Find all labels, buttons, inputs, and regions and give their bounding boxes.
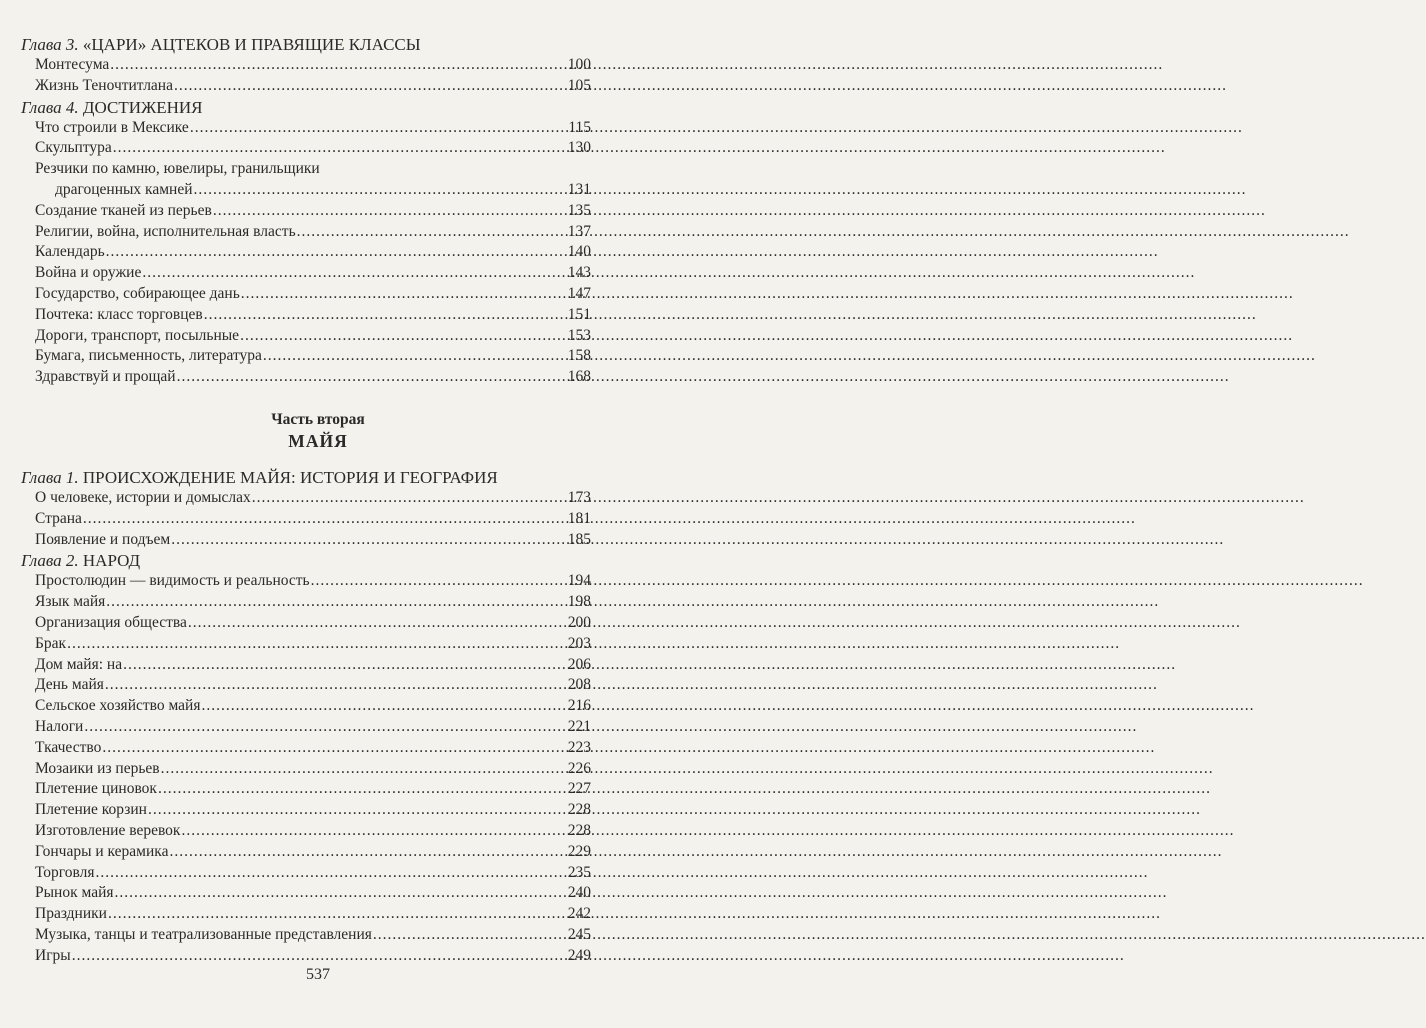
entry-title: Появление и подъем bbox=[35, 530, 171, 548]
dot-leader bbox=[113, 138, 567, 159]
entry-title: Что строили в Мексике bbox=[35, 118, 189, 136]
chapter-label: Глава 4. bbox=[21, 97, 79, 117]
toc-entry bbox=[35, 904, 591, 925]
entry-page-number: 208 bbox=[567, 676, 591, 694]
dot-leader bbox=[123, 655, 567, 676]
entry-title: Дороги, транспорт, посыльные bbox=[35, 326, 240, 344]
dot-leader bbox=[83, 509, 567, 530]
chapter-heading bbox=[21, 97, 591, 118]
toc-entry bbox=[35, 696, 591, 717]
toc-entry bbox=[55, 180, 591, 201]
entry-title: Торговля bbox=[35, 863, 95, 881]
entry-title: Религии, война, исполнительная власть bbox=[35, 222, 296, 240]
entry-title: Почтека: класс торговцев bbox=[35, 305, 203, 323]
dot-leader bbox=[84, 717, 566, 738]
dot-leader bbox=[188, 613, 567, 634]
entry-page-number: 115 bbox=[568, 118, 591, 136]
entry-page-number: 137 bbox=[567, 222, 591, 240]
entry-page-number: 226 bbox=[567, 759, 591, 777]
dot-leader bbox=[72, 946, 567, 967]
entry-title-line1: Резчики по камню, ювелиры, гранильщики bbox=[35, 160, 320, 178]
entry-title: Скульптура bbox=[35, 139, 112, 157]
dot-leader bbox=[240, 326, 567, 347]
toc-entry bbox=[35, 326, 591, 347]
entry-title: Жизнь Теночтитлана bbox=[35, 76, 173, 94]
dot-leader bbox=[171, 530, 567, 551]
dot-leader bbox=[67, 634, 567, 655]
toc-entry bbox=[35, 821, 591, 842]
entry-page-number: 245 bbox=[567, 925, 591, 943]
dot-leader bbox=[204, 305, 567, 326]
entry-title: Ткачество bbox=[35, 738, 102, 756]
entry-page-number: 143 bbox=[567, 264, 591, 282]
entry-title: Праздники bbox=[35, 905, 107, 923]
entry-page-number: 131 bbox=[567, 180, 591, 198]
toc-entry bbox=[35, 800, 591, 821]
entry-title: Организация общества bbox=[35, 613, 187, 631]
part-label: Часть вторая bbox=[271, 410, 365, 428]
dot-leader bbox=[311, 571, 567, 592]
toc-entry bbox=[35, 201, 591, 222]
entry-title: Создание тканей из перьев bbox=[35, 201, 212, 219]
entry-title: Плетение циновок bbox=[35, 780, 157, 798]
toc-entry bbox=[35, 655, 591, 676]
entry-page-number: 194 bbox=[567, 572, 591, 590]
entry-page-number: 158 bbox=[567, 347, 591, 365]
toc-entry bbox=[35, 118, 591, 139]
dot-leader bbox=[181, 821, 566, 842]
entry-page-number: 229 bbox=[567, 842, 591, 860]
entry-page-number: 105 bbox=[567, 76, 591, 94]
entry-title: Налоги bbox=[35, 717, 84, 735]
toc-entry bbox=[35, 76, 591, 97]
dot-leader bbox=[96, 863, 567, 884]
toc-page bbox=[0, 0, 636, 1028]
toc-entry bbox=[35, 946, 591, 967]
dot-leader bbox=[102, 738, 566, 759]
part-heading bbox=[0, 410, 636, 452]
toc-entry bbox=[35, 305, 591, 326]
chapter-title: НАРОД bbox=[82, 551, 141, 571]
toc-entry bbox=[35, 779, 591, 800]
toc-entry bbox=[35, 842, 591, 863]
entry-title: Брак bbox=[35, 634, 67, 652]
toc-entry bbox=[35, 613, 591, 634]
toc-entry bbox=[35, 592, 591, 613]
entry-page-number: 173 bbox=[567, 488, 591, 506]
entry-title: Плетение корзин bbox=[35, 801, 147, 819]
toc-entry bbox=[35, 509, 591, 530]
entry-title: Игры bbox=[35, 946, 71, 964]
dot-leader bbox=[373, 925, 567, 946]
part-two-sections bbox=[0, 467, 636, 967]
entry-title: Язык майя bbox=[35, 593, 106, 611]
toc-entry bbox=[35, 863, 591, 884]
entry-page-number: 130 bbox=[567, 139, 591, 157]
toc-entry bbox=[35, 634, 591, 655]
entry-title: Бумага, письменность, литература bbox=[35, 347, 262, 365]
dot-leader bbox=[158, 779, 567, 800]
chapter-heading bbox=[21, 467, 591, 488]
dot-leader bbox=[201, 696, 566, 717]
entry-page-number: 206 bbox=[567, 655, 591, 673]
chapter-heading bbox=[21, 550, 591, 571]
entry-page-number: 135 bbox=[567, 201, 591, 219]
entry-page-number: 228 bbox=[567, 801, 591, 819]
chapter-title: «ЦАРИ» АЦТЕКОВ И ПРАВЯЩИЕ КЛАССЫ bbox=[82, 35, 421, 54]
dot-leader bbox=[110, 55, 566, 76]
entry-title: Страна bbox=[35, 509, 82, 527]
dot-leader bbox=[148, 800, 567, 821]
entry-title: Простолюдин — видимость и реальность bbox=[35, 572, 310, 590]
entry-page-number: 153 bbox=[567, 326, 591, 344]
dot-leader bbox=[213, 201, 567, 222]
entry-title: Гончары и керамика bbox=[35, 842, 169, 860]
part-one-sections bbox=[0, 34, 636, 388]
toc-entry bbox=[35, 284, 591, 305]
entry-page-number: 151 bbox=[567, 305, 591, 323]
toc-entry bbox=[35, 675, 591, 696]
chapter-title: ПРОИСХОЖДЕНИЕ МАЙЯ: ИСТОРИЯ И ГЕОГРАФИЯ bbox=[82, 467, 498, 487]
toc-entry bbox=[35, 759, 591, 780]
part-name: МАЙЯ bbox=[288, 430, 348, 451]
entry-page-number: 168 bbox=[567, 368, 591, 386]
toc-entry-multiline bbox=[35, 159, 591, 201]
toc-entry bbox=[35, 925, 591, 946]
toc-entry bbox=[35, 138, 591, 159]
entry-title: Здравствуй и прощай bbox=[35, 368, 176, 386]
entry-title: Сельское хозяйство майя bbox=[35, 697, 201, 715]
dot-leader bbox=[241, 284, 567, 305]
entry-page-number: 249 bbox=[567, 946, 591, 964]
dot-leader bbox=[174, 76, 567, 97]
dot-leader bbox=[108, 904, 567, 925]
entry-title: Изготовление веревок bbox=[35, 821, 181, 839]
entry-page-number: 198 bbox=[567, 593, 591, 611]
dot-leader bbox=[177, 367, 567, 388]
chapter-title: ДОСТИЖЕНИЯ bbox=[82, 97, 203, 117]
entry-page-number: 227 bbox=[567, 780, 591, 798]
dot-leader bbox=[169, 842, 566, 863]
entry-title: Мозаики из перьев bbox=[35, 759, 160, 777]
entry-title: Государство, собирающее дань bbox=[35, 284, 240, 302]
toc-entry bbox=[35, 488, 591, 509]
entry-title: Рынок майя bbox=[35, 884, 114, 902]
entry-page-number: 185 bbox=[567, 530, 591, 548]
toc-entry bbox=[35, 55, 591, 76]
dot-leader bbox=[190, 118, 568, 139]
toc-entry bbox=[35, 738, 591, 759]
entry-page-number: 235 bbox=[567, 863, 591, 881]
entry-page-number: 216 bbox=[567, 697, 591, 715]
entry-title: драгоценных камней bbox=[55, 180, 193, 198]
toc-entry bbox=[35, 883, 591, 904]
entry-page-number: 242 bbox=[567, 905, 591, 923]
page-number: 537 bbox=[306, 966, 330, 983]
chapter-label: Глава 2. bbox=[21, 551, 79, 571]
chapter-heading bbox=[21, 34, 591, 55]
toc-entry bbox=[35, 530, 591, 551]
toc-entry bbox=[35, 346, 591, 367]
dot-leader bbox=[105, 675, 567, 696]
chapter-label: Глава 3. bbox=[21, 35, 79, 54]
toc-entry bbox=[35, 263, 591, 284]
entry-page-number: 200 bbox=[567, 613, 591, 631]
dot-leader bbox=[263, 346, 567, 367]
entry-title: День майя bbox=[35, 676, 104, 694]
entry-page-number: 240 bbox=[567, 884, 591, 902]
entry-page-number: 223 bbox=[567, 738, 591, 756]
dot-leader bbox=[142, 263, 566, 284]
entry-page-number: 221 bbox=[567, 717, 591, 735]
entry-page-number: 147 bbox=[567, 284, 591, 302]
table-of-contents bbox=[0, 34, 636, 966]
entry-title: О человеке, истории и домыслах bbox=[35, 488, 251, 506]
entry-page-number: 228 bbox=[567, 821, 591, 839]
dot-leader bbox=[106, 242, 567, 263]
chapter-label: Глава 1. bbox=[21, 467, 79, 487]
entry-page-number: 100 bbox=[567, 56, 591, 73]
toc-entry bbox=[35, 571, 591, 592]
toc-entry bbox=[35, 242, 591, 263]
dot-leader bbox=[161, 759, 567, 780]
dot-leader bbox=[106, 592, 566, 613]
entry-title: Дом майя: на bbox=[35, 655, 123, 673]
toc-entry bbox=[35, 222, 591, 243]
entry-title: Музыка, танцы и театрализованные представления bbox=[35, 925, 372, 943]
entry-title: Монтесума bbox=[35, 56, 110, 73]
dot-leader bbox=[252, 488, 567, 509]
entry-page-number: 140 bbox=[567, 243, 591, 261]
dot-leader bbox=[194, 180, 567, 201]
entry-page-number: 181 bbox=[567, 509, 591, 527]
dot-leader bbox=[297, 222, 567, 243]
toc-entry bbox=[35, 367, 591, 388]
entry-title: Календарь bbox=[35, 243, 105, 261]
entry-page-number: 203 bbox=[567, 634, 591, 652]
dot-leader bbox=[115, 883, 567, 904]
entry-title: Война и оружие bbox=[35, 264, 142, 282]
toc-entry bbox=[35, 717, 591, 738]
